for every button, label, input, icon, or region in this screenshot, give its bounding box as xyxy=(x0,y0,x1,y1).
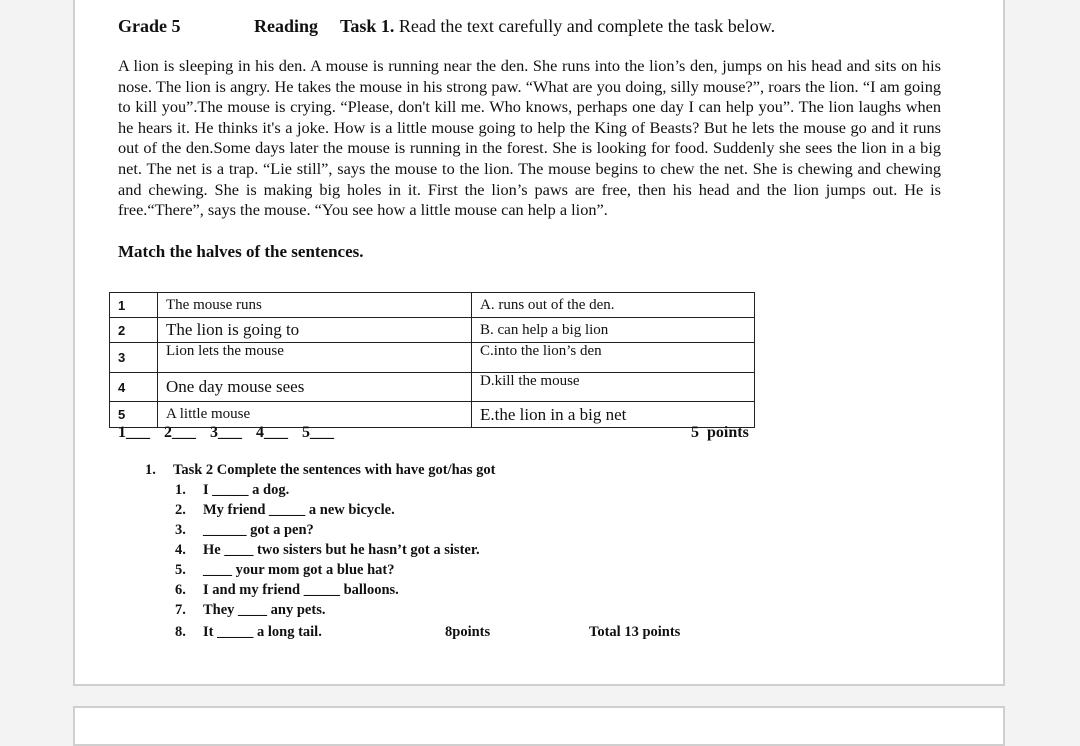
right-half: E.the lion in a big net xyxy=(472,402,755,428)
item-number: 8. xyxy=(175,624,186,640)
table-row xyxy=(110,293,755,318)
task2-number: 1. xyxy=(145,462,156,478)
answer-blank: 2___ xyxy=(164,424,196,441)
row-number: 2 xyxy=(110,318,158,343)
item-number: 5. xyxy=(175,562,186,578)
left-half: A little mouse xyxy=(158,402,472,428)
right-half: D.kill the mouse xyxy=(472,373,755,402)
item-text: I and my friend _____ balloons. xyxy=(203,582,399,598)
total-points: Total 13 points xyxy=(589,624,681,640)
item-number: 1. xyxy=(175,482,186,498)
item-number: 6. xyxy=(175,582,186,598)
item-text: My friend _____ a new bicycle. xyxy=(203,502,395,518)
task2-title: Task 2 Complete the sentences with have got/has got xyxy=(173,462,496,478)
match-table xyxy=(109,292,755,428)
item-text: ______ got a pen? xyxy=(203,522,314,538)
row-number: 4 xyxy=(110,373,158,402)
left-half: One day mouse sees xyxy=(158,373,472,402)
item-number: 7. xyxy=(175,602,186,618)
item-text: ____ your mom got a blue hat? xyxy=(203,562,395,578)
row-number: 1 xyxy=(110,293,158,318)
document-page xyxy=(73,0,1005,686)
task1-instruction: Read the text carefully and complete the task below. xyxy=(398,16,776,36)
task1-heading xyxy=(340,16,775,37)
item-number: 3. xyxy=(175,522,186,538)
task2-points: 8points xyxy=(445,624,491,640)
table-row xyxy=(110,373,755,402)
table-row xyxy=(110,343,755,373)
right-half: C.into the lion’s den xyxy=(472,343,755,373)
match-title: Match the halves of the sentences. xyxy=(118,242,364,261)
item-number: 2. xyxy=(175,502,186,518)
answer-blank: 1___ xyxy=(118,424,150,441)
task1-label: Task 1. xyxy=(340,16,395,36)
left-half: The mouse runs xyxy=(158,293,472,318)
answer-blank: 4___ xyxy=(256,424,288,441)
grade-label: Grade 5 xyxy=(118,16,181,36)
next-page xyxy=(73,706,1005,746)
reading-passage: A lion is sleeping in his den. A mouse is running near the den. She runs into the lion’s den, jumps on his head and sits on his nose. The lion is angry. He takes the mouse in his strong paw. “What are you doing, silly mouse?”, roars the lion. “I am going to kill you”.The mouse is crying. “Please, don't kill me. Who knows, perhaps one day I can help you”. The lion laughs when he hears it. He thinks it's a joke. How is a little mouse going to help the King of Beasts? But he lets the mouse go and it runs out of the den.Some days later the mouse is running in the forest. She is looking for food. Suddenly she sees the lion in a big net. The net is a trap. “Lie still”, says the mouse to the lion. The mouse begins to chew the net. She is chewing and chewing and chewing. She is making big holes in it. First the lion’s paws are free, then his head and the lion jumps out. He is free.“There”, says the mouse. “You see how a little mouse can help a lion”. xyxy=(118,56,941,220)
item-text: They ____ any pets. xyxy=(203,602,326,618)
left-half: The lion is going to xyxy=(158,318,472,343)
right-half: A. runs out of the den. xyxy=(472,293,755,318)
section-label: Reading xyxy=(254,16,319,36)
row-number: 5 xyxy=(110,402,158,428)
right-half: B. can help a big lion xyxy=(472,318,755,343)
task1-points: 5 points xyxy=(691,424,749,441)
item-text: I _____ a dog. xyxy=(203,482,290,498)
left-half: Lion lets the mouse xyxy=(158,343,472,373)
item-text: It _____ a long tail. xyxy=(203,624,322,640)
table-row xyxy=(110,318,755,343)
answer-blanks xyxy=(118,424,344,442)
answer-blank: 3___ xyxy=(210,424,242,441)
answer-blank: 5___ xyxy=(302,424,334,441)
item-text: He ____ two sisters but he hasn’t got a sister. xyxy=(203,542,480,558)
item-number: 4. xyxy=(175,542,186,558)
row-number: 3 xyxy=(110,343,158,373)
